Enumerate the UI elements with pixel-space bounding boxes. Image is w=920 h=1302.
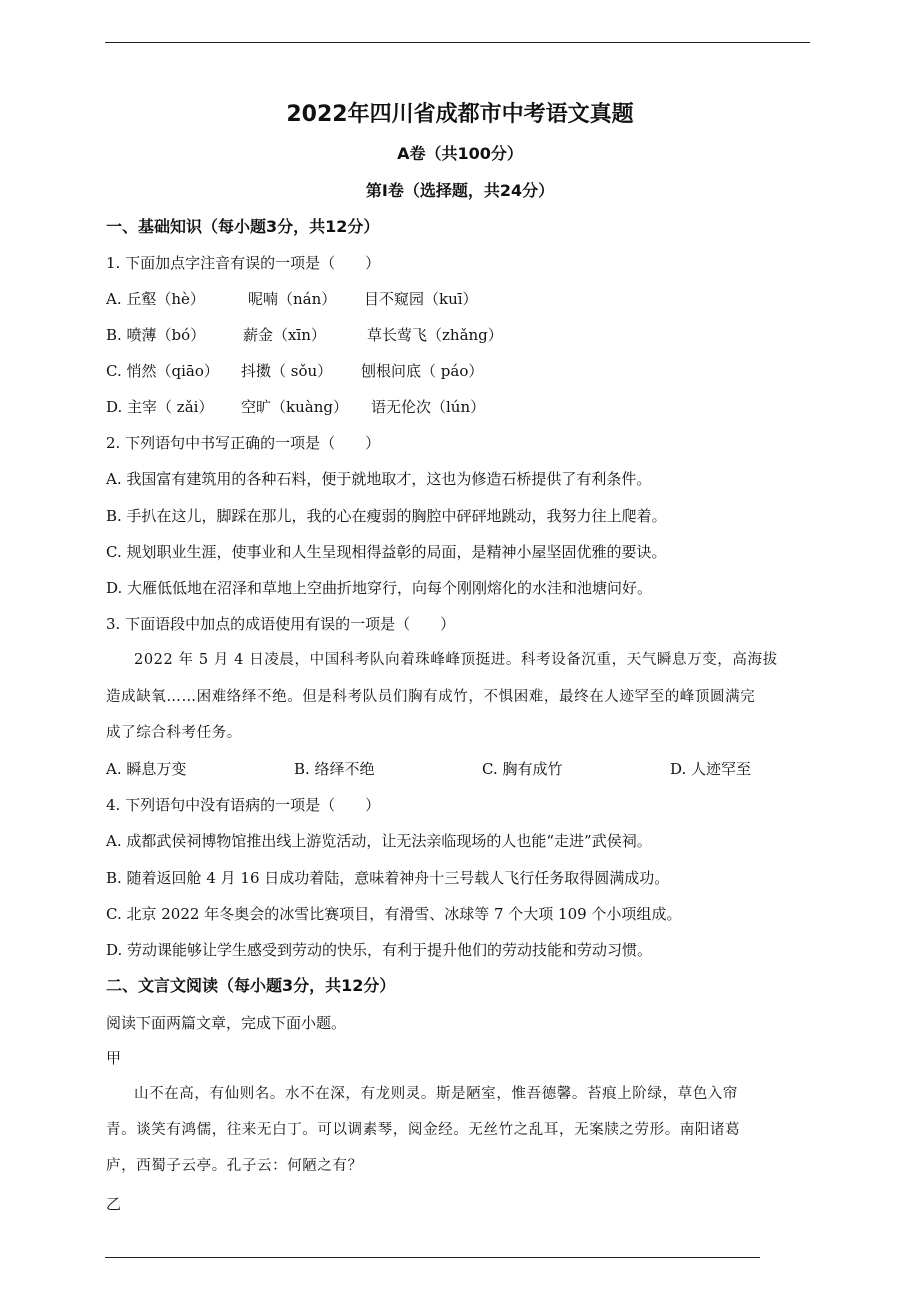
text-jia-line-2: 青。谈笑有鸿儒，往来无白丁。可以调素琴，阅金经。无丝竹之乱耳，无案牍之劳形。南阳诸葛 <box>106 1122 741 1138</box>
q3-passage-line-3: 成了综合科考任务。 <box>106 725 242 741</box>
q3-option-b: B. 络绎不绝 <box>294 760 375 778</box>
q1-option-c-1: C. 悄然（qiāo） <box>106 362 219 380</box>
q3-option-c: C. 胸有成竹 <box>482 760 563 778</box>
text-label-jia: 甲 <box>106 1049 122 1067</box>
header-rule <box>105 42 810 43</box>
q1-option-b-2: 薪金（xīn） <box>243 326 326 344</box>
q1-option-c-3: 刨根问底（ páo） <box>361 362 484 380</box>
q4-option-d: D. 劳动课能够让学生感受到劳动的快乐，有利于提升他们的劳动技能和劳动习惯。 <box>106 941 653 959</box>
q4-option-b: B. 随着返回舱 4 月 16 日成功着陆，意味着神舟十三号载人飞行任务取得圆满成功。 <box>106 869 670 887</box>
q2-option-b: B. 手扒在这儿，脚踩在那儿，我的心在瘦弱的胸腔中砰砰地跳动，我努力往上爬着。 <box>106 507 667 525</box>
q4-option-c: C. 北京 2022 年冬奥会的冰雪比赛项目，有滑雪、冰球等 7 个大项 109 个小项组成。 <box>106 905 682 923</box>
text-label-yi: 乙 <box>106 1195 122 1213</box>
question-1-stem: 1. 下面加点字注音有误的一项是（ ） <box>106 254 381 272</box>
q4-option-a: A. 成都武侯祠博物馆推出线上游览活动，让无法亲临现场的人也能“走进”武侯祠。 <box>106 832 652 850</box>
q1-option-a-1: A. 丘壑（hè） <box>106 290 205 308</box>
question-4-stem: 4. 下列语句中没有语病的一项是（ ） <box>106 796 381 814</box>
q3-option-d: D. 人迹罕至 <box>670 760 752 778</box>
q1-option-d-1: D. 主宰（ zǎi） <box>106 398 214 416</box>
q1-option-c-2: 抖擞（ sǒu） <box>241 362 333 380</box>
part-heading: 第Ⅰ卷（选择题，共24分） <box>365 181 555 200</box>
text-jia-line-3: 庐，西蜀子云亭。孔子云：何陋之有？ <box>106 1158 363 1174</box>
section-heading-2: 二、文言文阅读（每小题3分，共12分） <box>106 976 396 995</box>
question-3-stem: 3. 下面语段中加点的成语使用有误的一项是（ ） <box>106 615 456 633</box>
q1-option-d-2: 空旷（kuàng） <box>241 398 348 416</box>
q2-option-d: D. 大雁低低地在沼泽和草地上空曲折地穿行，向每个刚刚熔化的水洼和池塘问好。 <box>106 579 653 597</box>
page-title: 2022年四川省成都市中考语文真题 <box>286 102 634 127</box>
q2-option-c: C. 规划职业生涯，使事业和人生呈现相得益彰的局面，是精神小屋坚固优雅的要诀。 <box>106 543 667 561</box>
footer-rule <box>105 1257 760 1258</box>
q1-option-a-3: 目不窥园（kuī） <box>364 290 478 308</box>
section-heading-1: 一、基础知识（每小题3分，共12分） <box>106 217 380 236</box>
q1-option-b-1: B. 喷薄（bó） <box>106 326 206 344</box>
q1-option-b-3: 草长莺飞（zhǎng） <box>367 326 503 344</box>
question-2-stem: 2. 下列语句中书写正确的一项是（ ） <box>106 434 381 452</box>
q3-passage-line-1: 2022 年 5 月 4 日凌晨，中国科考队向着珠峰峰顶挺进。科考设备沉重，天气瞬息万变，高海拔 <box>134 652 778 668</box>
q1-option-d-3: 语无伦次（lún） <box>371 398 486 416</box>
q2-option-a: A. 我国富有建筑用的各种石料，便于就地取才，这也为修造石桥提供了有利条件。 <box>106 470 652 488</box>
text-jia-line-1: 山不在高，有仙则名。水不在深，有龙则灵。斯是陋室，惟吾德馨。苔痕上阶绿，草色入帘 <box>134 1086 738 1102</box>
reading-instruction: 阅读下面两篇文章，完成下面小题。 <box>106 1014 347 1032</box>
q3-passage-line-2: 造成缺氧……困难络绎不绝。但是科考队员们胸有成竹，不惧困难，最终在人迹罕至的峰顶圆满完 <box>106 689 756 705</box>
q3-option-a: A. 瞬息万变 <box>106 760 187 778</box>
paper-subtitle: A卷（共100分） <box>397 144 523 163</box>
q1-option-a-2: 呢喃（nán） <box>248 290 337 308</box>
